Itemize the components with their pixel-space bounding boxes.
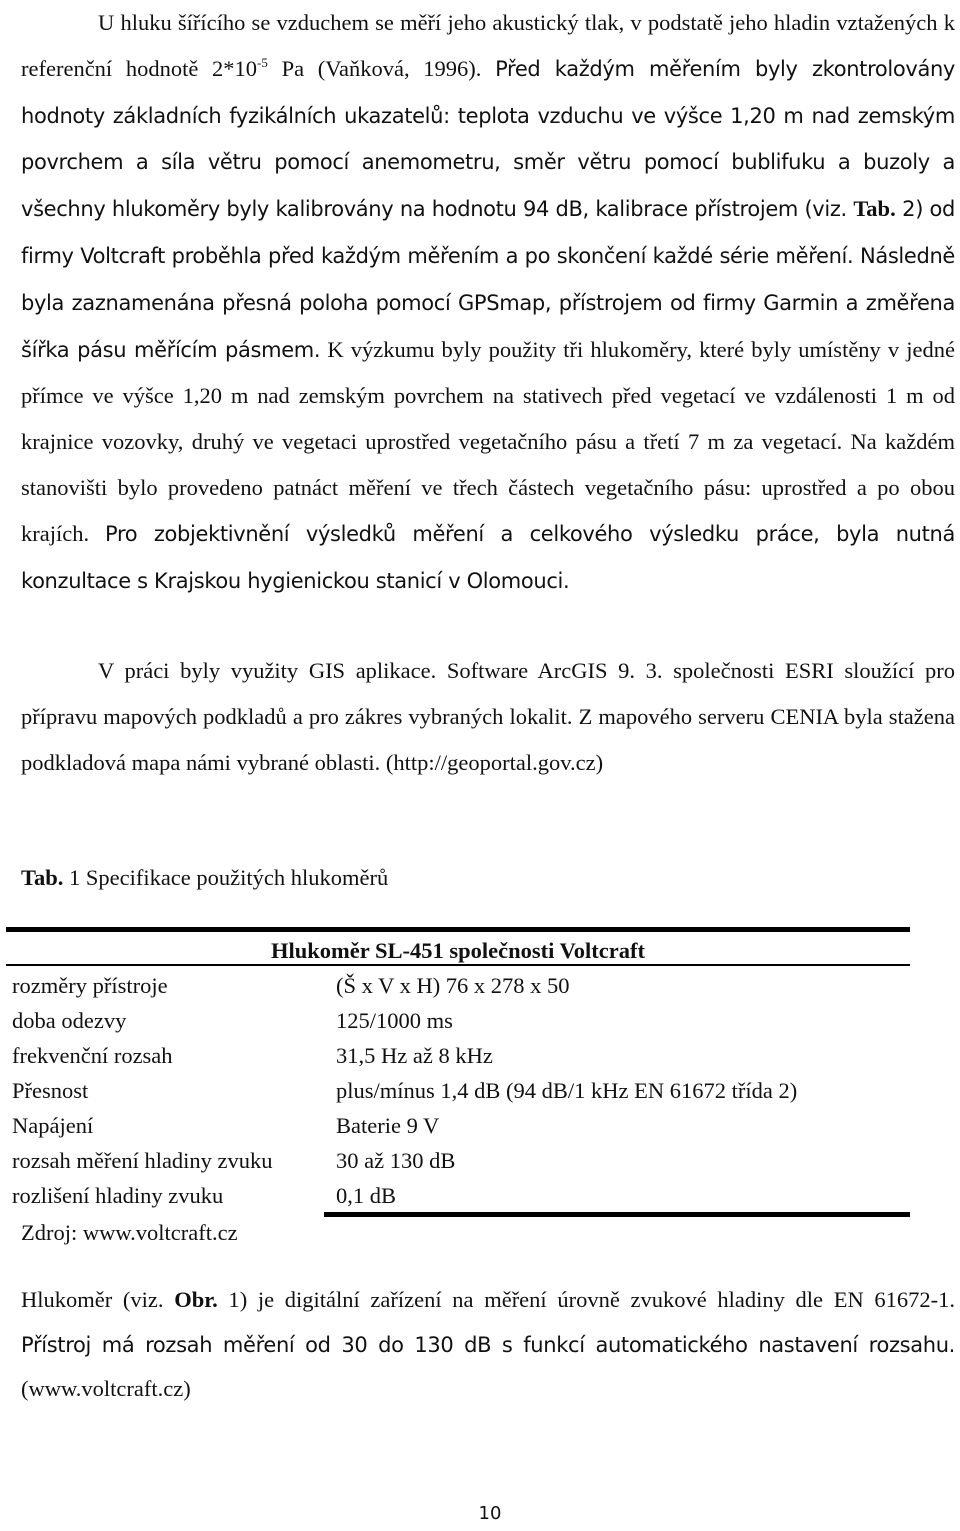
table-row (12, 1143, 912, 1178)
text-run: Pa (Vaňková, 1996). (267, 55, 496, 81)
row-label: Přesnost (12, 1078, 89, 1103)
row-value: 125/1000 ms (336, 1008, 453, 1033)
row-label: rozlišení hladiny zvuku (12, 1183, 224, 1208)
table-caption (21, 858, 388, 898)
row-label: doba odezvy (12, 1008, 127, 1033)
row-label: rozsah měření hladiny zvuku (12, 1148, 273, 1173)
text-run: Hlukoměr (viz. (21, 1287, 175, 1312)
paragraph-device-description (21, 1278, 955, 1412)
table-bottom-rule (324, 1212, 910, 1217)
table-row (12, 1038, 912, 1073)
figure-reference: Obr. (174, 1287, 218, 1312)
table-top-rule (6, 927, 910, 932)
caption-text: Specifikace použitých hlukoměrů (80, 865, 389, 890)
table-source: Zdroj: www.voltcraft.cz (21, 1220, 238, 1245)
text-run: Přístroj má rozsah měření od 30 do 130 dB s funkcí automatického nastavení rozsahu. (21, 1332, 955, 1357)
text-run: Před každým měřením byly zkontrolovány hodnoty základních fyzikálních ukazatelů: teplota vzduchu ve výšce 1,20 m nad zemským povrchem a síla větru pomocí anemometru, směr větru pomocí bublifuku a buzoly a všechny hlukoměry byly kalibrovány na hodnotu 94 dB, kalibrace přístrojem (viz. (21, 56, 956, 222)
exponent: -5 (257, 54, 268, 70)
paragraph-gis: V práci byly využity GIS aplikace. Software ArcGIS 9. 3. společnosti ESRI sloužící pro přípravu mapových podkladů a pro zákres vybraných lokalit. Z mapového serveru CENIA byla stažena podkladová mapa námi vybrané oblasti. (http://geoportal.gov.cz) (21, 658, 955, 775)
text-run: ) je digitální zařízení na měření úrovně zvukové hladiny dle EN 61672-1. (239, 1287, 955, 1312)
text-run: K výzkumu byly použity tři hlukoměry, které byly umístěny v jedné přímce ve výšce 1,20 m nad zemským povrchem na stativech před vegetací ve vzdálenosti 1 m od krajnice vozovky, druhý ve vegetaci uprostřed vegetačního pásu a třetí 7 m za vegetací. Na každém stanovišti bylo provedeno patnáct měření ve třech částech vegetačního pásu: uprostřed a po obou krajích. (21, 336, 955, 546)
text-run: U hluku šířícího se vzduchem se měří jeho akustický tlak, v podstatě jeho hladin vztažených k referenční hodnotě 2*10 (21, 10, 955, 81)
caption-prefix: Tab. (21, 865, 64, 890)
text-run: ) od firmy Voltcraft proběhla před každým měřením a po skončení každé série měření. Následně byla zaznamenána přesná poloha pomocí GPSmap, přístrojem od firmy Garmin a změřena šířka pásu měřícím pásmem. (21, 197, 956, 362)
row-value: 31,5 Hz až 8 kHz (336, 1043, 493, 1068)
table-title: Hlukoměr SL-451 společnosti Voltcraft (271, 938, 645, 963)
table-row (12, 1003, 912, 1038)
figure-reference-number: 1 (217, 1287, 240, 1312)
spec-table (12, 968, 912, 1213)
page-number: 10 (478, 1503, 502, 1524)
row-value: Baterie 9 V (336, 1113, 440, 1138)
row-value: (Š x V x H) 76 x 278 x 50 (336, 973, 570, 998)
table-header-rule (6, 964, 910, 966)
paragraph-measurement-method (21, 0, 955, 604)
row-value: 30 až 130 dB (336, 1148, 456, 1173)
row-label: Napájení (12, 1113, 94, 1138)
table-row (12, 1073, 912, 1108)
table-reference: Tab. (853, 196, 896, 222)
table-row (12, 968, 912, 1003)
row-value: 0,1 dB (336, 1183, 397, 1208)
text-run: Pro zobjektivnění výsledků měření a celkového výsledku práce, byla nutná konzultace s Krajskou hygienickou stanicí v Olomouci. (21, 521, 956, 593)
row-value: plus/mínus 1,4 dB (94 dB/1 kHz EN 61672 třída 2) (336, 1078, 798, 1103)
caption-number: 1 (63, 865, 81, 890)
table-reference-number: 2 (895, 197, 916, 222)
text-run: (www.voltcraft.cz) (21, 1376, 191, 1401)
table-row (12, 1178, 912, 1213)
row-label: frekvenční rozsah (12, 1043, 173, 1068)
table-row (12, 1108, 912, 1143)
row-label: rozměry přístroje (12, 973, 168, 998)
